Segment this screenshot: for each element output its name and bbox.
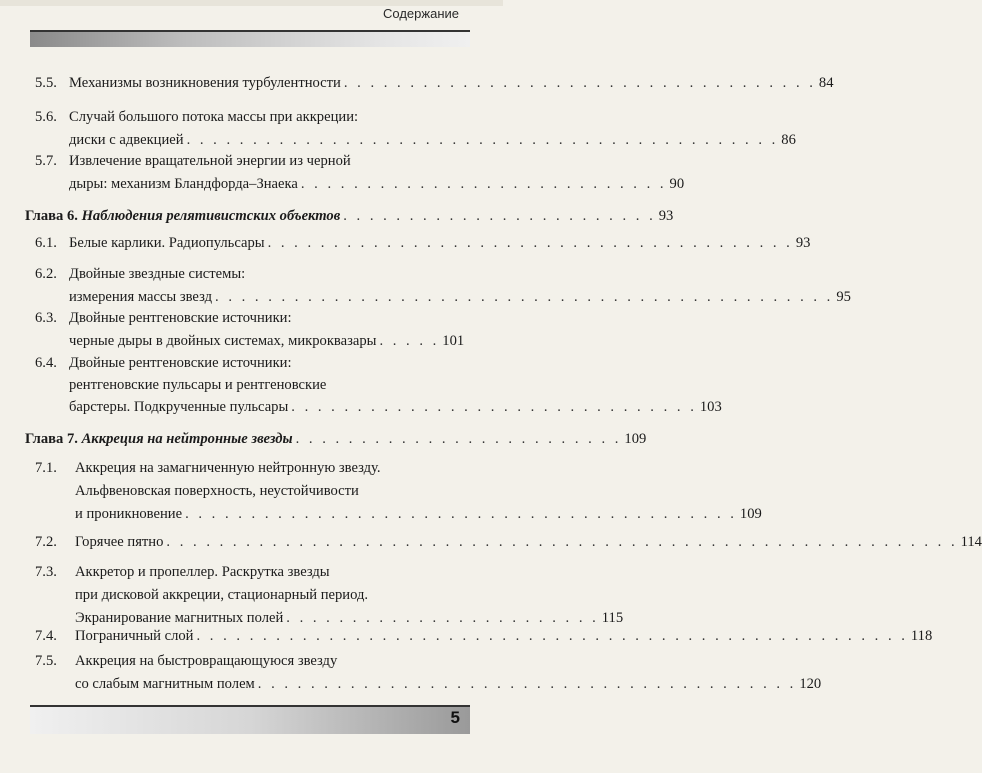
entry-title-line: Случай большого потока массы при аккреции:	[69, 109, 359, 125]
dot-leader: . . . . . . . . . . . . . . . . . . . . . . . .	[286, 610, 599, 626]
entry-last-line	[75, 531, 982, 554]
page-ref: 115	[601, 610, 624, 626]
toc-entry-7-1	[35, 457, 762, 526]
chapter-label: Глава 6.	[25, 208, 78, 224]
entry-title-line: черные дыры в двойных системах, микроквазары	[69, 333, 377, 349]
toc-entry-6-2	[35, 263, 851, 309]
toc-entry-7-2	[35, 531, 982, 554]
dot-leader: . . . . . . . . . . . . . . . . . . . . . . . . . . . . . . . . . . . . . . . . . .	[185, 506, 737, 522]
entry-title-line: измерения массы звезд	[69, 289, 213, 305]
entry-title-line: барстеры. Подкрученные пульсары	[69, 399, 289, 415]
entry-title-line: Извлечение вращательной энергии из черной	[69, 153, 351, 169]
dot-leader: . . . . . . . . . . . . . . . . . . . . . . . . . . . . . . . . . . . . . . . . . . . . .	[186, 132, 779, 148]
entry-title-line: Двойные звездные системы:	[69, 266, 246, 282]
entry-number: 7.5.	[35, 653, 57, 669]
entry-last-line	[75, 625, 933, 648]
entry-number: 7.2.	[35, 534, 57, 550]
dot-leader: . . . . . . . . . . . . . . . . . . . . . . . . . . . . . . . . . . . . . . . . . . . . . . . . . . . . . .	[196, 628, 908, 644]
page-ref: 120	[799, 676, 822, 692]
entry-last-line	[69, 396, 722, 419]
toc-entry-7-3	[35, 561, 624, 630]
dot-leader: . . . . .	[379, 333, 440, 349]
entry-title-line: Аккреция на замагниченную нейтронную звезду.	[75, 460, 381, 476]
header-rule	[30, 30, 470, 47]
dot-leader: . . . . . . . . . . . . . . . . . . . . . . . .	[343, 208, 656, 224]
page-ref: 114	[960, 534, 982, 550]
entry-number: 6.2.	[35, 266, 57, 282]
dot-leader: . . . . . . . . . . . . . . . . . . . . . . . . . . . . . . . . . . . .	[343, 75, 816, 91]
dot-leader: . . . . . . . . . . . . . . . . . . . . . . . . . . . . . . . . . . . . . . . . . . . . . . . . . . . . . . . . . . . .	[166, 534, 958, 550]
dot-leader: . . . . . . . . . . . . . . . . . . . . . . . . .	[295, 431, 622, 447]
toc-entry-5-6	[35, 106, 796, 152]
page-ref: 109	[624, 431, 647, 447]
toc-entry-5-7	[35, 150, 685, 196]
page-ref: 103	[699, 399, 722, 415]
entry-last-line	[69, 173, 685, 196]
dot-leader: . . . . . . . . . . . . . . . . . . . . . . . . . . . . . . . . . . . . . . . . .	[257, 676, 797, 692]
entry-title-line: при дисковой аккреции, стационарный период.	[75, 587, 369, 603]
entry-title-line: рентгеновские пульсары и рентгеновские	[69, 377, 327, 393]
toc-entry-6-3	[35, 307, 463, 353]
entry-number: 7.4.	[35, 628, 57, 644]
entry-title-line: Двойные рентгеновские источники:	[69, 355, 292, 371]
entry-title: Пограничный слой	[75, 628, 194, 644]
entry-title-line: Аккреция на быстровращающуюся звезду	[75, 653, 338, 669]
chapter-heading	[25, 428, 293, 451]
entry-title-line: диски с адвекцией	[69, 132, 184, 148]
toc-entry-5-5	[35, 72, 834, 95]
entry-title-line: дыры: механизм Бландфорда–Знаека	[69, 176, 298, 192]
toc-chapter-7	[25, 428, 647, 451]
entry-number: 5.6.	[35, 109, 57, 125]
entry-title-line: Двойные рентгеновские источники:	[69, 310, 292, 326]
entry-title: Механизмы возникновения турбулентности	[69, 75, 341, 91]
page-ref: 95	[836, 289, 851, 305]
dot-leader: . . . . . . . . . . . . . . . . . . . . . . . . . . . . . . . . . . . . . . . .	[267, 235, 793, 251]
toc-entry-7-5	[35, 650, 822, 696]
page-ref: 93	[795, 235, 811, 251]
entry-title-line: и проникновение	[75, 506, 183, 522]
entry-number: 5.7.	[35, 153, 57, 169]
entry-number: 5.5.	[35, 75, 57, 91]
page-ref: 84	[818, 75, 834, 91]
toc-entry-7-4	[35, 625, 933, 648]
page-number: 5	[450, 708, 460, 727]
dot-leader: . . . . . . . . . . . . . . . . . . . . . . . . . . . . . . .	[291, 399, 697, 415]
entry-title-line: Аккретор и пропеллер. Раскрутка звезды	[75, 564, 330, 580]
page-ref: 109	[739, 506, 762, 522]
entry-last-line	[69, 286, 851, 309]
chapter-title: Наблюдения релятивистских объектов	[81, 208, 341, 224]
entry-last-line	[69, 232, 811, 255]
page-ref: 86	[781, 132, 796, 148]
entry-last-line	[69, 129, 796, 152]
page-ref: 118	[910, 628, 933, 644]
entry-number: 6.1.	[35, 235, 57, 251]
entry-number: 7.3.	[35, 564, 57, 580]
entry-last-line	[69, 72, 834, 95]
entry-title-line: Альфвеновская поверхность, неустойчивости	[75, 483, 359, 499]
toc-entry-6-4	[35, 352, 722, 421]
chapter-line	[25, 428, 647, 451]
footer-rule	[30, 705, 470, 734]
entry-number: 7.1.	[35, 460, 57, 476]
entry-last-line	[69, 330, 463, 353]
dot-leader: . . . . . . . . . . . . . . . . . . . . . . . . . . . .	[300, 176, 667, 192]
chapter-title: Аккреция на нейтронные звезды	[81, 431, 293, 447]
entry-title: Белые карлики. Радиопульсары	[69, 235, 265, 251]
entry-title-line: Экранирование магнитных полей	[75, 610, 284, 626]
entry-last-line	[75, 503, 762, 526]
chapter-heading	[25, 205, 340, 228]
entry-number: 6.4.	[35, 355, 57, 371]
toc-entry-6-1	[35, 232, 811, 255]
entry-last-line	[75, 673, 822, 696]
entry-title-line: со слабым магнитным полем	[75, 676, 255, 692]
page-ref: 93	[658, 208, 674, 224]
entry-number: 6.3.	[35, 310, 57, 326]
entry-title: Горячее пятно	[75, 534, 164, 550]
running-header: Содержание	[383, 6, 459, 21]
dot-leader: . . . . . . . . . . . . . . . . . . . . . . . . . . . . . . . . . . . . . . . . . . . . . . .	[215, 289, 834, 305]
toc-chapter-6	[25, 205, 674, 228]
page-ref: 90	[669, 176, 685, 192]
page-ref: 101	[442, 333, 465, 349]
chapter-line	[25, 205, 674, 228]
chapter-label: Глава 7.	[25, 431, 78, 447]
